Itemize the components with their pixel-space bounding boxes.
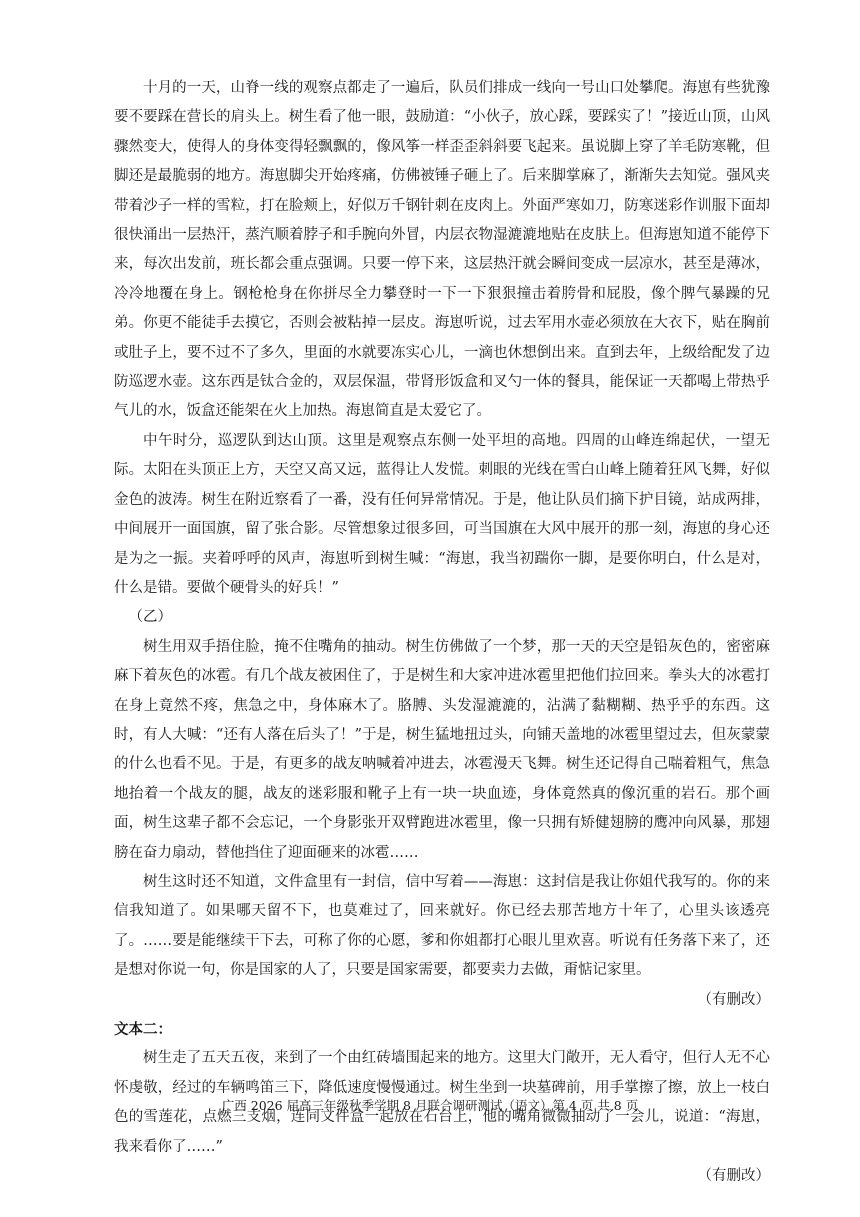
text1-edit-note: （有删改） <box>697 991 770 1008</box>
text1-paragraph-3: 树生用双手捂住脸，掩不住嘴角的抽动。树生仿佛做了一个梦，那一天的天空是铅灰色的，密密麻麻下着灰色的冰雹。有几个战友被困住了，于是树生和大家冲进冰雹里把他们拉回来。拳头大的冰雹打在身上竟然不疼，焦急之中，身体麻木了。胳膊、头发湿漉漉的，沾满了黏糊糊、热乎乎的东西。这时，有人大喊：“还有人落在后头了！”于是，树生猛地扭过头，向铺天盖地的冰雹里望过去，但灰蒙蒙的什么也看不见。于是，有更多的战友呐喊着冲进去，冰雹漫天飞舞。树生还记得自己喘着粗气，焦急地抬着一个战友的腿，战友的迷彩服和靴子上有一块一块血迹，身体竟然真的像沉重的岩石。那个画面，树生这辈子都不会忘记，一个身影张开双臂跑进冰雹里，像一只拥有矫健翅膀的鹰冲向风暴，那翅膀在奋力扇动，替他挡住了迎面砸来的冰雹…… <box>114 638 770 861</box>
exam-page-content <box>114 74 770 1191</box>
text2-paragraph: 树生走了五天五夜，来到了一个由红砖墙围起来的地方。这里大门敞开，无人看守，但行人无不心怀虔敬，经过的车辆鸣笛三下，降低速度慢慢通过。树生坐到一块墓碑前，用手掌擦了擦，放上一枝白色的雪莲花，点燃三支烟，连同文件盒一起放在石台上，他的嘴角微微抽动了一会儿，说道：“海崽，我来看你了……” <box>114 1050 770 1155</box>
text2-edit-note: （有删改） <box>697 1168 770 1185</box>
page-footer: 广西 2026 届高三年级秋季学期 8 月联合调研测试（语文）第 4 页 共 8 页 <box>221 1098 639 1113</box>
text1-paragraph-4: 树生这时还不知道，文件盒里有一封信，信中写着——海崽：这封信是我让你姐代我写的。你的来信我知道了。如果哪天留不下，也莫难过了，回来就好。你已经去那苦地方十年了，心里头该透亮了。……要是能继续干下去，可称了你的心愿，爹和你姐都打心眼儿里欢喜。听说有任务落下来了，还是想对你说一句，你是国家的人了，只要是国家需要，都要卖力去做，甭惦记家里。 <box>114 873 770 979</box>
text2-heading: 文本二： <box>114 1021 172 1038</box>
text1-paragraph-2: 中午时分，巡逻队到达山顶。这里是观察点东侧一处平坦的高地。四周的山峰连绵起伏，一望无际。太阳在头顶正上方，天空又高又远，蓝得让人发慌。刺眼的光线在雪白山峰上随着狂风飞舞，好似金色的波涛。树生在附近察看了一番，没有任何异常情况。于是，他让队员们摘下护目镜，站成两排，中间展开一面国旗，留了张合影。尽管想象过很多回，可当国旗在大风中展开的那一刻，海崽的身心还是为之一振。夹着呼呼的风声，海崽听到树生喊：“海崽，我当初踹你一脚，是要你明白，什么是对，什么是错。要做个硬骨头的好兵！” <box>114 432 770 596</box>
section-mark-yi: （乙） <box>128 609 172 626</box>
text1-paragraph-1: 十月的一天，山脊一线的观察点都走了一遍后，队员们排成一线向一号山口处攀爬。海崽有些犹豫要不要踩在营长的肩头上。树生看了他一眼，鼓励道：“小伙子，放心踩，要踩实了！”接近山顶，山风骤然变大，使得人的身体变得轻飘飘的，像风筝一样歪歪斜斜要飞起来。虽说脚上穿了羊毛防寒靴，但脚还是最脆弱的地方。海崽脚尖开始疼痛，仿佛被锤子砸上了。后来脚掌麻了，渐渐失去知觉。强风夹带着沙子一样的雪粒，打在脸颊上，好似万千钢针刺在皮肉上。外面严寒如刀，防寒迷彩作训服下面却很快涌出一层热汗，蒸汽顺着脖子和手腕向外冒，内层衣物湿漉漉地贴在皮肤上。但海崽知道不能停下来，每次出发前，班长都会重点强调。只要一停下来，这层热汗就会瞬间变成一层凉水，甚至是薄冰，冷冷地覆在身上。钢枪枪身在你拼尽全力攀登时一下一下狠狠撞击着胯骨和屁股，像个脾气暴躁的兄弟。你更不能徒手去摸它，否则会被粘掉一层皮。海崽听说，过去军用水壶必须放在大衣下，贴在胸前或肚子上，要不过不了多久，里面的水就要冻实心儿，一滴也休想倒出来。直到去年，上级给配发了边防巡逻水壶。这东西是钛合金的，双层保温，带肾形饭盒和叉勺一体的餐具，能保证一天都喝上带热乎气儿的水，饭盒还能架在火上加热。海崽简直是太爱它了。 <box>114 80 770 420</box>
